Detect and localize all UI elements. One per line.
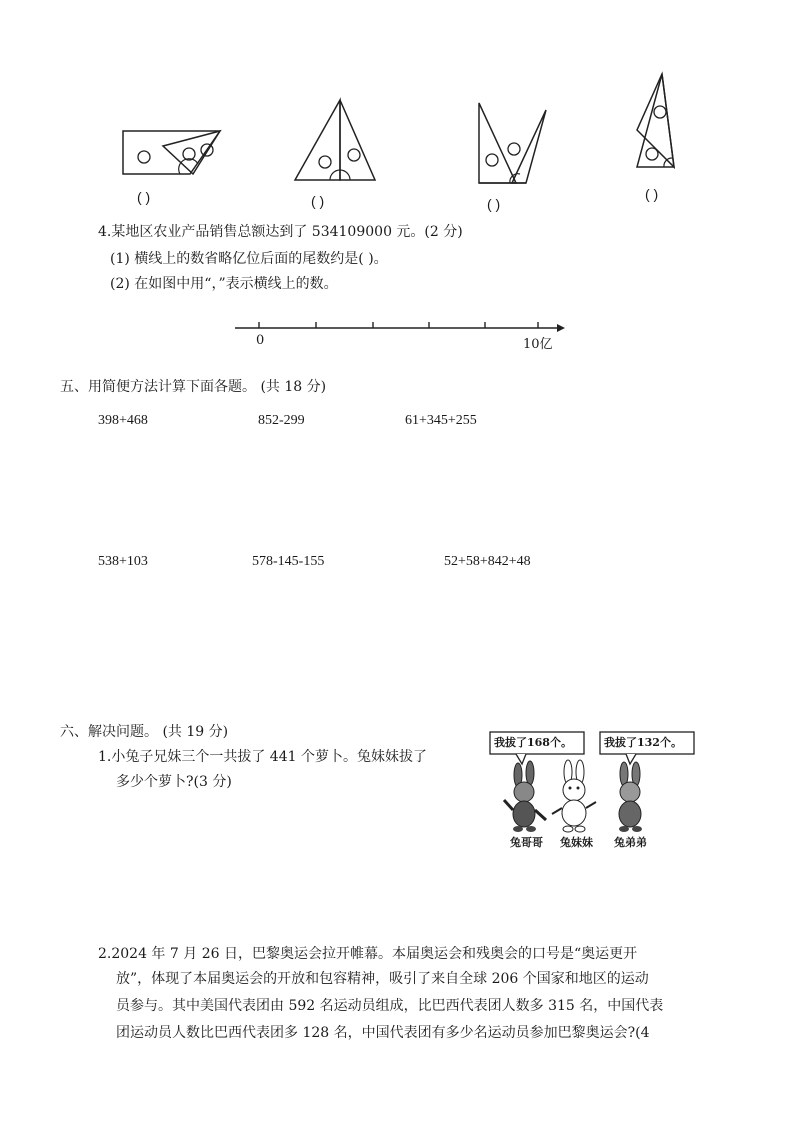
calc-1: 398+468 [98, 413, 148, 428]
calc-5: 578-145-155 [252, 554, 325, 569]
rabbit-label-3: 兔弟弟 [614, 836, 647, 849]
calc-3: 61+345+255 [405, 413, 477, 428]
q4-sub2: (2) 在如图中用“，”表示横线上的数。 [110, 276, 338, 292]
problem1-line2: 多少个萝卜?(3 分) [116, 774, 232, 790]
problem2-line3: 员参与。其中美国代表团由 592 名运动员组成，比巴西代表团人数多 315 名，中国代表 [116, 998, 664, 1014]
figure-3-answer[interactable]: ( ) [487, 196, 501, 212]
problem2-line2: 放”，体现了本届奥运会的开放和包容精神，吸引了来自全球 206 个国家和地区的运动 [116, 971, 649, 987]
figure-4-answer[interactable]: ( ) [645, 186, 659, 202]
calc-4: 538+103 [98, 554, 148, 569]
problem2-line4: 团运动员人数比巴西代表团多 128 名，中国代表团有多少名运动员参加巴黎奥运会?(4 [116, 1025, 650, 1041]
speech-bubble-2: 我拔了132个。 [604, 736, 682, 749]
figure-2-answer[interactable]: ( ) [311, 193, 325, 209]
triangle-figure-2 [290, 95, 390, 190]
axis-end-label: 10亿 [523, 337, 553, 352]
rabbit-label-1: 兔哥哥 [510, 836, 543, 849]
problem2-line1: 2.2024 年 7 月 26 日，巴黎奥运会拉开帷幕。本届奥运会和残奥会的口号是“奥运更开 [98, 946, 638, 962]
triangle-figure-1 [118, 126, 238, 186]
rabbit-brother-icon [504, 761, 546, 832]
rabbit-label-2: 兔妹妹 [560, 836, 593, 849]
number-line[interactable] [235, 318, 565, 348]
section5-title: 五、用简便方法计算下面各题。 (共 18 分) [60, 379, 327, 395]
rabbit-younger-brother-icon [619, 762, 642, 832]
figure-1-answer[interactable]: ( ) [137, 189, 151, 205]
q4-title: 4.某地区农业产品销售总额达到了 534109000 元。(2 分) [98, 224, 463, 240]
section6-title: 六、解决问题。 (共 19 分) [60, 724, 229, 740]
calc-6: 52+58+842+48 [444, 554, 531, 569]
calc-2: 852-299 [258, 413, 305, 428]
axis-start-label: 0 [256, 333, 265, 348]
problem1-line1: 1.小兔子兄妹三个一共拔了 441 个萝卜。兔妹妹拔了 [98, 749, 427, 765]
q4-sub1[interactable]: (1) 横线上的数省略亿位后面的尾数约是( )。 [110, 251, 388, 267]
triangle-figure-3 [474, 98, 564, 193]
rabbit-sister-icon [552, 760, 596, 832]
speech-bubble-1: 我拔了168个。 [494, 736, 572, 749]
triangle-figure-4 [632, 72, 682, 167]
